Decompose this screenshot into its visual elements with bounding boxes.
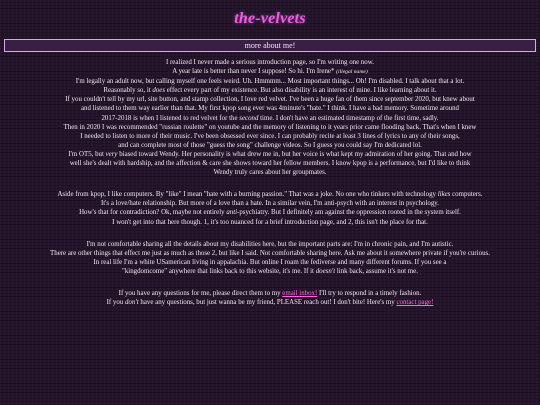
disability-line: In real life I'm a white USamerican living in appalachia. But online I roam the fediverse and many different forums. If you see a: [93, 258, 447, 266]
contact-line: If you: [106, 299, 125, 307]
intro-line: effect every part of my existence. But also disability is an interest of mine. I like learning about it.: [165, 87, 437, 95]
emphasis: don't: [124, 299, 139, 307]
intro-line: I'm OT5, but: [68, 150, 106, 158]
intro-line: biased toward Wendy. Her personality is what drew me in, but her voice is what kept my admiration of her going. That and how: [117, 150, 472, 158]
main-content: [34, 58, 506, 317]
contact-line: If you have any questions for me, please direct them to my: [118, 289, 283, 297]
disability-line: "kingdomcome" anywhere that links back to this website, it's me. If it: [122, 267, 316, 275]
intro-line: 2017-2018 is when I listened to red velvet for the: [101, 114, 240, 122]
computers-line: computers.: [450, 191, 483, 199]
contact-paragraph: [34, 289, 506, 307]
emphasis: anti: [226, 209, 238, 217]
intro-line: time. I don't have an estimated timestamp of the first time, sadly.: [258, 114, 439, 122]
emphasis: second: [239, 114, 259, 122]
intro-line: Then in 2020 I was recommended "russian roulette" on youtube and the memory of listening to it years prior came flooding back. That's when I knew: [63, 123, 477, 131]
intro-line: I'm legally an adult now, but calling myself one feels weird. Uh. Hmmmm... Most important things... Oh! I'm disabled. I talk about that a lot.: [75, 78, 465, 86]
emphasis: doesn't: [315, 267, 336, 275]
disability-line: There are other things that effect me just as much as those 2, but like I said. Not comfortable sharing here. Ask me about it somewhere private if you're curious.: [50, 249, 490, 257]
name-note: (illegal name): [336, 69, 368, 76]
emphasis: likes: [437, 191, 451, 199]
intro-line: I needed to listen to more of their music. I've been obsessed ever since. I can probably recite at least 3 lines of lyrics to any of their songs,: [80, 132, 460, 140]
disability-line: I'm not comfortable sharing all the details about my disabilities here, but the important parts are: I'm in chronic pain, and I'm autistic.: [86, 240, 454, 248]
intro-line: Wendy truly cares about her groupmates.: [213, 169, 327, 177]
intro-line: Reasonably so, it: [103, 87, 153, 95]
section-heading-bar: more about me!: [4, 39, 536, 52]
contact-line: I'll try to respond in a timely fashion.: [317, 289, 422, 297]
computers-line: How's that for contradiction? Ok, maybe not entirely: [79, 209, 227, 217]
intro-paragraph: [34, 58, 506, 177]
contact-page-link[interactable]: contact page!: [396, 299, 434, 307]
disability-paragraph: [34, 240, 506, 276]
contact-line: have any questions, but just wanna be my friend, PLEASE reach out! I don't bite! Here's my: [138, 299, 397, 307]
computers-line: Aside from kpop, I like computers. By "like" I mean "hate with a burning passion." That was a joke. No one who tinkers with technology: [57, 191, 438, 199]
computers-line: I won't get into that here though. 1, it's too nuanced for a brief introduction page, and 2, this isn't the place for that.: [112, 218, 428, 226]
emphasis: very: [105, 150, 118, 158]
intro-line: A year late is better than never I suppose! So hi. I'm Irene*: [172, 68, 335, 76]
site-title: the-velvets: [234, 10, 306, 27]
emphasis: does: [152, 87, 166, 95]
intro-line: I realized I never made a serious introduction page, so I'm writing one now.: [165, 59, 375, 66]
disability-line: link back, assume it's not me.: [335, 267, 418, 275]
intro-line: If you couldn't tell by my url, site button, and stamp collection, I love red velvet. I've been a huge fan of them since september 2020, but knew about: [65, 96, 475, 104]
computers-line: -psychiatry. But I definitely am against the oppression rooted in the system itself.: [237, 209, 461, 217]
computers-paragraph: [34, 190, 506, 226]
intro-line: and can complete most of those "guess the song" challenge videos. So I guess you could say I'm dedicated lol.: [118, 141, 422, 149]
email-inbox-link[interactable]: email inbox!: [282, 289, 318, 297]
intro-line: and listened to them way earlier than that. My first kpop song ever was 4minute's "hate." I think. I have a bad memory. Sometime around: [80, 105, 460, 113]
intro-line: well she's dealt with hardship, and the affection & care she shows toward her fellow members. I know kpop is a performance, but I'd like to think: [69, 160, 471, 168]
computers-line: It's a love/hate relationship. But more of a love than a hate. In a similar vein, I'm anti-psych with an interest in psychology.: [100, 200, 440, 208]
